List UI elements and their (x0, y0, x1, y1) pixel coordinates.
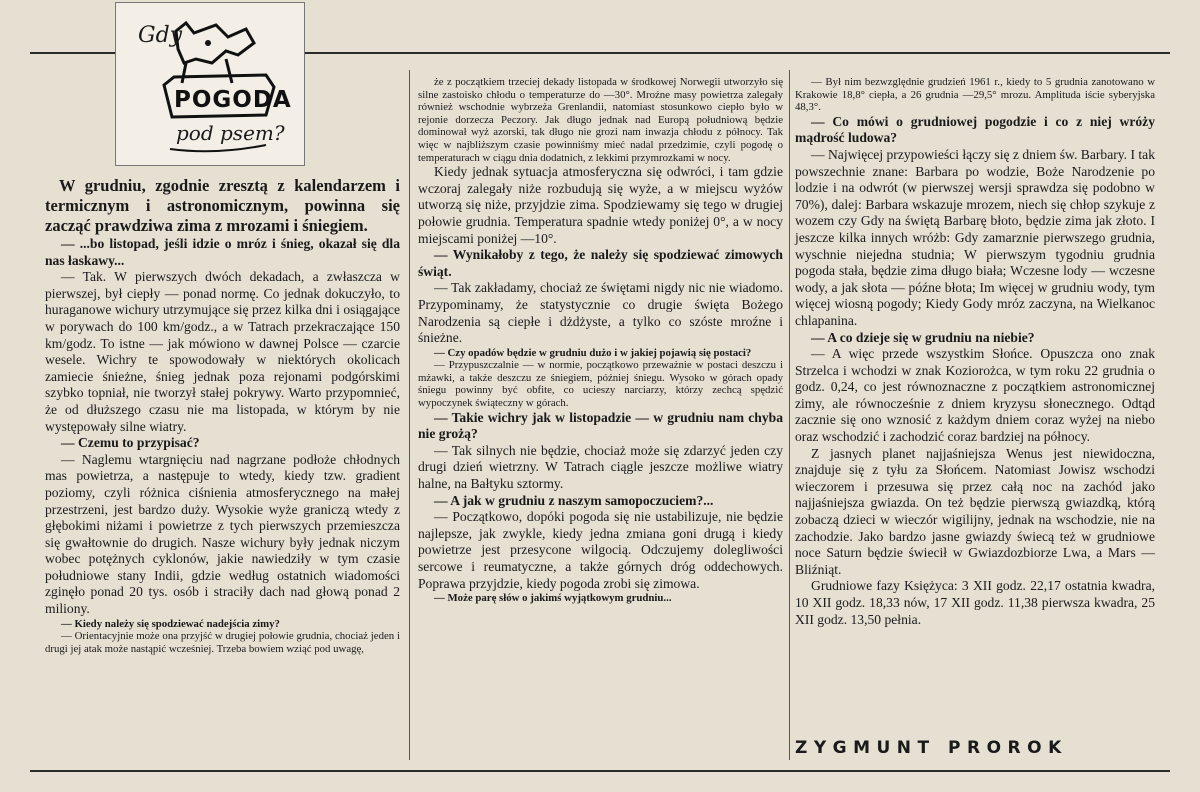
interview-question: — Może parę słów o jakimś wyjątkowym grudniu... (434, 592, 672, 605)
article-column-3 (795, 76, 1155, 628)
interview-question: — A jak w grudniu z naszym samopoczuciem?... (434, 492, 714, 508)
bottom-rule (30, 770, 1170, 772)
article-paragraph: — Orientacyjnie może ona przyjść w drugiej połowie grudnia, chociaż jeden i drugi jej atak może nastąpić wcześniej. Trzeba bowiem wziąć pod uwagę, (45, 630, 400, 655)
article-column-2 (418, 76, 783, 605)
logo-text-pod-psem: pod psem? (176, 121, 285, 145)
article-paragraph: — Przypuszczalnie — w normie, początkowo przeważnie w postaci deszczu i mżawki, a także deszczu ze śniegiem, później śniegu. Wysoko w górach opady śniegu powinny być obfite, co ucieszy narciarzy, którzy zechcą spędzić wypoczynek świąteczny w górach. (418, 359, 783, 410)
interview-question: — Kiedy należy się spodziewać nadejścia zimy? (61, 617, 280, 630)
interview-question: — Wynikałoby z tego, że należy się spodziewać zimowych świąt. (418, 247, 783, 279)
article-paragraph: — Początkowo, dopóki pogoda się nie ustabilizuje, nie będzie najlepsze, jak zwykle, kiedy jedna zmiana goni drugą i kiedy powietrze jest przesycone wilgocią. Odczujemy dolegliwości sercowe i reumatyczne, a także górnych dróg oddechowych. Poprawa przyjdzie, kiedy pogoda zrobi się zimowa. (418, 509, 783, 591)
column-logo (115, 2, 305, 166)
column-divider (789, 70, 790, 760)
interview-question: — Czy opadów będzie w grudniu dużo i w jakiej pojawią się postaci? (434, 346, 752, 359)
author-signature: ZYGMUNT PROROK (795, 738, 1068, 758)
article-paragraph: — Tak. W pierwszych dwóch dekadach, a zwłaszcza w pierwszej, był ciepły — ponad normę. Co jednak dokuczyło, to huraganowe wichury utrzymujące się przez kilka dni i osiągające w porywach do 100 km/godz., a w Tatrach przekraczające 150 km/godz. To istne — jak mówiono w dawnej Polsce — czarcie wesele. Wichry te spowodowały w niektórych okolicach zamiecie śnieżne, śnieg jednak poza rejonami podgórskimi szybko topniał, nie tworzył stałej pokrywy. Warto przypomnieć, że od dłuższego czasu nie ma listopada, w którym by nie występowały silne wiatry. (45, 269, 400, 434)
article-lead: W grudniu, zgodnie zresztą z kalendarzem i termicznym i astronomicznym, powinna się zacząć prawdziwa zima z mrozami i śniegiem. (45, 176, 400, 235)
article-paragraph: — Najwięcej przypowieści łączy się z dniem św. Barbary. I tak powszechnie znane: Barbara po wodzie, Boże Narodzenie po lodzie i na odwrót (w pierwszej wersji sprawdza się podobno w 70%), dalej: Barbara wskazuje mrozem, niech się chłop szykuje z wozem czy Gdy na świętą Barbarę błoto, będzie zima jak złoto. I jeszcze kilka innych wróżb: Gdy zamarznie pierwszego grudnia, wyschnie niejedna studnia; W pierwszym tygodniu grudnia pogoda stała, będzie zima długo biała; Wczesne lody — wczesne wody, a jak słota — późne błota; Im więcej w grudniu wody, tym więcej wiosną pogody; Kiedy Gody mróz zaczyna, na Wielkanoc chlapanina. (795, 146, 1155, 328)
article-paragraph: — A więc przede wszystkim Słońce. Opuszcza ono znak Strzelca i wchodzi w znak Koziorożca, w tym roku 22 grudnia o godz. 0,24, co jest równoznaczne z początkiem astronomicznej zimy, ale równocześnie z dniem kryzysu słonecznego. Odtąd zacznie się ono wznosić z każdym dniem coraz wyżej na niebo oraz wschodzić i zachodzić coraz bardziej na północy. (795, 346, 1155, 445)
interview-question: — ...bo listopad, jeśli idzie o mróz i śnieg, okazał się dla nas łaskawy... (45, 236, 400, 268)
interview-question: — A co dzieje się w grudniu na niebie? (811, 329, 1035, 345)
article-paragraph: Kiedy jednak sytuacja atmosferyczna się odwróci, i tam gdzie wczoraj zalegały niże rozbudują się wyże, a w miejscu wyżów utworzą się niże, przyjdzie zima. Spodziewamy się tego w drugiej połowie grudnia. Temperatura spadnie wtedy poniżej 0°, a w nocy miejscami poniżej —10°. (418, 164, 783, 246)
article-paragraph: Grudniowe fazy Księżyca: 3 XII godz. 22,17 ostatnia kwadra, 10 XII godz. 18,33 nów, 17 XII godz. 11,38 pierwsza kwadra, 25 XII godz. 13,50 pełnia. (795, 578, 1155, 627)
article-paragraph: — Naglemu wtargnięciu nad nagrzane podłoże chłodnych mas powietrza, a następuje to wtedy, kiedy tzw. gradient poziomy, czyli różnica ciśnienia atmosferycznego na małej przestrzeni, jest bardzo duży. Wysokie wyże graniczą wtedy z głębokimi niżami i powietrze z tych pierwszych przemieszcza się gwałtownie do drugich. Nasze wichury były jednak niczym wobec potężnych cyklonów, jakie nawiedziły w tym czasie południowe stany Indii, gdzie według ostatnich wiadomości zginęło ponad 20 tys. osób i straciły dach nad głową ponad 2 miliony. (45, 451, 400, 617)
article-paragraph: — Był nim bezwzględnie grudzień 1961 r., kiedy to 5 grudnia zanotowano w Krakowie 18,8° ciepła, a 26 grudnia —29,5° mrozu. Amplituda iście syberyjska 48,3°. (795, 76, 1155, 114)
interview-question: — Takie wichry jak w listopadzie — w grudniu nam chyba nie grożą? (418, 409, 783, 442)
logo-text-pogoda: POGODA (174, 87, 292, 113)
article-column-1 (45, 176, 400, 655)
interview-question: — Co mówi o grudniowej pogodzie i co z niej wróży mądrość ludowa? (795, 113, 1155, 146)
article-paragraph: — Tak silnych nie będzie, chociaż może się zdarzyć jeden czy drugi dzień wietrzny. W Tatrach ciągle jeszcze możliwe wiatry halne, na Bałtyku sztormy. (418, 442, 783, 492)
article-paragraph: Z jasnych planet najjaśniejsza Wenus jest niewidoczna, znajduje się z tyłu za Słońcem. Natomiast Jowisz wschodzi wieczorem i przesuwa się przez całą noc na zachód jako najjaśniejsza gwiazda. On też będzie pierwszą gwiazdką, którą zobaczą dzieci w wieczór wigilijny, jednak na wschodzie, nie na zachodzie. Jako bardzo jasne gwiazdy świecą też w grudniowe noce Saturn będzie świecił w Gwiazdozbiorze Lwa, a Mars — Bliźniąt. (795, 445, 1155, 577)
article-paragraph: — Tak zakładamy, chociaż ze świętami nigdy nic nie wiadomo. Przypominamy, że statystycznie co drugie święta Bożego Narodzenia są ciepłe i dżdżyste, a tylko co szóste mroźne i śnieżne. (418, 280, 783, 346)
interview-question: — Czemu to przypisać? (61, 435, 200, 451)
article-paragraph: że z początkiem trzeciej dekady listopada w środkowej Norwegii utworzyło się silne zastoisko chłodu o temperaturze do —30°. Mroźne masy powietrza zalegały również wschodnie wybrzeża Grenlandii, natomiast stosunkowo ciepło było w rejonie dorzecza Peczory. Jak długo jednak nad Europą południową będzie dominował wyż azorski, tak długo nie grozi nam inwazja chłodu z północy. Tak więc w najbliższym czasie powinniśmy mieć nadal przedzimie, czyli pogodę o temperaturach w ciągu dnia dodatnich, z lekkimi przymrozkami w nocy. (418, 76, 783, 164)
logo-text-gdy: Gdy (138, 23, 183, 48)
column-divider (409, 70, 410, 760)
